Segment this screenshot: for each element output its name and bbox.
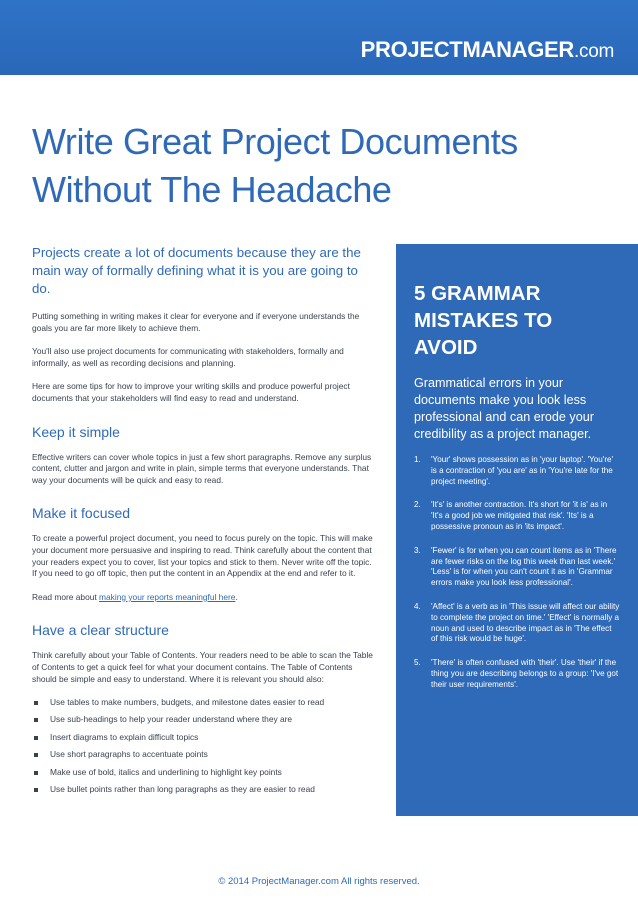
sidebar-heading bbox=[414, 280, 620, 361]
grammar-item-number: 2. bbox=[414, 500, 421, 510]
intro-paragraph-2: You'll also use project documents for communicating with stakeholders, formally and informally, as well as recording decisions and planning. bbox=[32, 346, 344, 368]
sidebar-heading-line-3: AVOID bbox=[414, 336, 478, 359]
read-more-link[interactable]: making your reports meaningful here bbox=[99, 591, 236, 602]
bullet-item: Use sub-headings to help your reader understand where they are bbox=[32, 714, 376, 726]
grammar-item-number: 4. bbox=[414, 601, 421, 611]
structure-bullet-list bbox=[32, 697, 376, 796]
header-bar bbox=[0, 0, 638, 75]
logo-bold-text: PROJECTMANAGER bbox=[360, 37, 575, 62]
bullet-item: Make use of bold, italics and underlining to highlight key points bbox=[32, 767, 376, 779]
grammar-item-text: 'Affect' is a verb as in 'This issue will affect our ability to complete the project on time.' 'Effect' is normally a noun and used to describe impact as in 'The effect of this risk would be huge'. bbox=[431, 601, 620, 644]
grammar-item bbox=[414, 500, 620, 532]
grammar-item-text: 'There' is often confused with 'their'. Use 'their' if the thing you are describing belongs to a group: 'I've got their user requirements'. bbox=[431, 658, 619, 689]
sidebar-lead: Grammatical errors in your documents make you look less professional and can erode your credibility as a project manager. bbox=[414, 376, 594, 441]
make-it-focused-body: To create a powerful project document, you need to focus purely on the topic. This will make your document more persuasive and inspiring to read. Think carefully about the content that your readers expect you to cover, list your topics and stick to them. Never write off the topic. If you need to go off topic, then put the content in an Appendix at the end and refer to it. bbox=[32, 533, 373, 579]
grammar-item-text: 'It's' is another contraction. It's short for 'it is' as in 'It's a good job we mitigated that risk'. 'Its' is a possessive pronoun as in 'its impact'. bbox=[431, 500, 608, 531]
heading-clear-structure: Have a clear structure bbox=[32, 622, 169, 639]
grammar-item-text: 'Fewer' is for when you can count items as in 'There are fewer risks on the log this week than last week.' 'Less' is for when you can't count it as in 'Grammar errors make you look less professional'. bbox=[431, 545, 617, 588]
bullet-item: Use bullet points rather than long paragraphs as they are easier to read bbox=[32, 784, 376, 796]
grammar-item bbox=[414, 658, 620, 690]
grammar-item-number: 3. bbox=[414, 545, 421, 555]
grammar-item bbox=[414, 602, 620, 645]
clear-structure-body: Think carefully about your Table of Contents. Your readers need to be able to scan the Table of Contents to get a quick feel for what your document contains. The Table of Contents should be simple and easy to understand. Where it is relevant you should also: bbox=[32, 650, 373, 684]
projectmanager-logo[interactable] bbox=[361, 37, 614, 63]
grammar-sidebar bbox=[396, 244, 638, 816]
heading-make-it-focused: Make it focused bbox=[32, 505, 131, 522]
keep-it-simple-body: Effective writers can cover whole topics in just a few short paragraphs. Remove any surplus content, clutter and jargon and write in plain, simple terms that everyone understands. That way your documents will be quick and easy to read. bbox=[32, 451, 372, 485]
bullet-item: Use tables to make numbers, budgets, and milestone dates easier to read bbox=[32, 697, 376, 709]
bullet-item: Use short paragraphs to accentuate points bbox=[32, 749, 376, 761]
main-column bbox=[32, 244, 376, 801]
read-more-suffix: . bbox=[235, 591, 238, 602]
grammar-item-number: 5. bbox=[414, 658, 421, 668]
grammar-sidebar-content bbox=[414, 280, 620, 704]
heading-keep-it-simple: Keep it simple bbox=[32, 423, 120, 440]
intro-paragraph-3: Here are some tips for how to improve your writing skills and produce powerful project documents that your stakeholders will find easy to read and understand. bbox=[32, 381, 350, 403]
read-more-prefix: Read more about bbox=[32, 591, 100, 602]
copyright-footer: © 2014 ProjectManager.com All rights reserved. bbox=[218, 876, 420, 887]
intro-lead: Projects create a lot of documents because they are the main way of formally defining what it is you are going to do. bbox=[32, 245, 361, 296]
page-title bbox=[32, 118, 612, 214]
intro-paragraph-1: Putting something in writing makes it clear for everyone and if everyone understands the goals you are far more likely to achieve them. bbox=[32, 311, 360, 333]
sidebar-heading-line-2: MISTAKES TO bbox=[414, 309, 553, 332]
grammar-item bbox=[414, 455, 620, 487]
read-more-line bbox=[32, 592, 376, 604]
page-title-line-1: Write Great Project Documents bbox=[32, 121, 518, 162]
grammar-item-number: 1. bbox=[414, 455, 421, 464]
logo-suffix-text: .com bbox=[574, 41, 614, 62]
grammar-mistakes-list bbox=[414, 455, 620, 691]
sidebar-heading-line-1: 5 GRAMMAR bbox=[414, 282, 541, 305]
bullet-item: Insert diagrams to explain difficult topics bbox=[32, 732, 376, 744]
grammar-item bbox=[414, 546, 620, 589]
page-title-line-2: Without The Headache bbox=[32, 169, 392, 210]
grammar-item-text: 'Your' shows possession as in 'your laptop'. 'You're' is a contraction of 'you are' as in 'You're late for the project meeting'. bbox=[431, 455, 614, 486]
